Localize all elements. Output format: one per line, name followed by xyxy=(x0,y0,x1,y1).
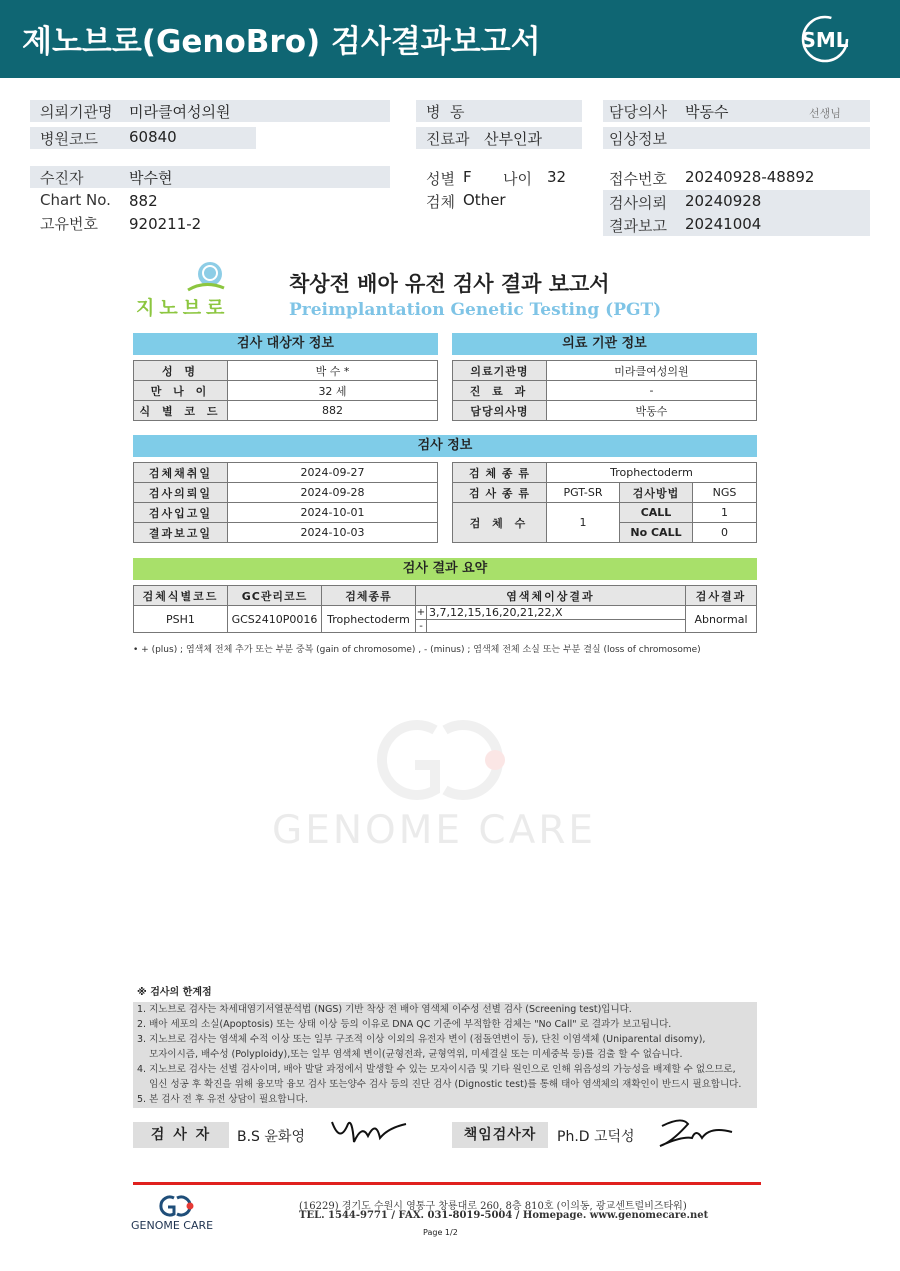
limit-item: 4. 지노브로 검사는 선별 검사이며, 배아 발달 과정에서 발생할 수 있는 모자이시즘 및 기타 원인으로 인해 위음성의 가능성을 배제할 수 없으므로, xyxy=(137,1064,736,1075)
limit-item: 2. 배아 세포의 소실(Apoptosis) 또는 상태 이상 등의 이유로 DNA QC 기준에 부적합한 검체는 "No Call" 로 결과가 보고됩니다. xyxy=(137,1019,672,1030)
table-row xyxy=(134,606,757,620)
limit-item: 5. 본 검사 전 후 유전 상담이 필요합니다. xyxy=(137,1094,308,1105)
footer-contact: TEL. 1544-9771 / FAX. 031-8019-5004 / Homepage. www.genomecare.net xyxy=(299,1210,709,1221)
footer-address: (16229) 경기도 수원시 영통구 창룡대로 260, 8층 810호 (이의동, 광교센트럴비즈타워) xyxy=(299,1201,687,1212)
institution-info-header: 의료 기관 정보 xyxy=(452,333,757,355)
table-value: 미라클여성의원 xyxy=(547,361,757,381)
table-row xyxy=(453,361,757,381)
legend-note: • + (plus) ; 염색체 전체 추가 또는 부분 중복 (gain of chromosome) , - (minus) ; 염색체 전체 소실 또는 부분 결실 (loss of chromosome) xyxy=(133,645,701,655)
report-date-label: 결과보고 xyxy=(609,217,667,235)
limit-item: 모자이시즘, 배수성 (Polyploidy),또는 일부 염색체 변이(균형전좌, 균형역위, 미세결실 또는 미세중복 등)를 검출 할 수 없습니다. xyxy=(137,1049,683,1060)
dept-label: 진료과 xyxy=(426,130,470,148)
subject-info-header: 검사 대상자 정보 xyxy=(133,333,438,355)
summary-sample-type: Trophectoderm xyxy=(322,606,416,633)
table-row xyxy=(134,503,438,523)
chart-no-label: Chart No. xyxy=(40,191,111,209)
examiner-label: 검 사 자 xyxy=(133,1122,229,1148)
table-row xyxy=(453,503,757,523)
chart-no-value: 882 xyxy=(129,192,158,210)
doctor-value: 박동수 xyxy=(685,103,729,121)
table-value: 882 xyxy=(228,401,438,421)
call-value: 1 xyxy=(693,503,757,523)
summary-header: 검사 결과 요약 xyxy=(133,558,757,580)
table-row xyxy=(134,463,438,483)
watermark-text: GENOME CARE xyxy=(272,808,597,853)
age-label: 나이 xyxy=(503,170,532,188)
exam-detail-table xyxy=(452,462,757,543)
table-value: 2024-09-28 xyxy=(228,483,438,503)
table-key: 의료기관명 xyxy=(453,361,547,381)
sex-label: 성별 xyxy=(426,170,455,188)
sample-type-value: Trophectoderm xyxy=(547,463,757,483)
table-key: 검사의뢰일 xyxy=(134,483,228,503)
receipt-no-value: 20240928-48892 xyxy=(685,168,815,186)
page-header xyxy=(0,0,900,78)
table-value: - xyxy=(547,381,757,401)
exam-info-header: 검사 정보 xyxy=(133,435,757,457)
specimen-label: 검체 xyxy=(426,193,455,211)
report-date-value: 20241004 xyxy=(685,215,762,233)
examiner-signature xyxy=(328,1114,410,1152)
table-row xyxy=(453,463,757,483)
unique-no-label: 고유번호 xyxy=(40,215,98,233)
table-key: 진 료 과 xyxy=(453,381,547,401)
sex-value: F xyxy=(463,168,472,186)
nocall-value: 0 xyxy=(693,523,757,543)
genobro-logo-icon xyxy=(180,258,226,294)
page-title: 제노브로(GenoBro) 검사결과보고서 xyxy=(22,24,541,60)
table-row xyxy=(134,586,757,606)
limit-item: 3. 지노브로 검사는 염색체 수적 이상 또는 일부 구조적 이상 이외의 유전자 변이 (점돌연변이 등), 단친 이염색체 (Uniparental disomy), xyxy=(137,1034,706,1045)
table-row xyxy=(453,401,757,421)
examiner-name: B.S 윤화영 xyxy=(237,1129,305,1145)
chief-name: Ph.D 고덕성 xyxy=(557,1129,635,1145)
hospital-code-value: 60840 xyxy=(129,128,177,146)
col-chromosome-result: 염색체이상결과 xyxy=(416,586,686,606)
call-label: CALL xyxy=(620,503,693,523)
sml-logo-text: SML xyxy=(801,28,849,52)
dept-value: 산부인과 xyxy=(484,130,542,148)
table-value: 2024-10-01 xyxy=(228,503,438,523)
table-row xyxy=(134,361,438,381)
table-value: 2024-10-03 xyxy=(228,523,438,543)
limits-title: ※ 검사의 한계점 xyxy=(137,987,212,998)
hospital-code-label: 병원코드 xyxy=(40,130,98,148)
summary-gc-code: GCS2410P0016 xyxy=(228,606,322,633)
col-sample-type: 검체종류 xyxy=(322,586,416,606)
summary-table xyxy=(133,585,757,633)
unique-no-value: 920211-2 xyxy=(129,215,202,233)
sml-logo xyxy=(798,14,852,64)
table-value: 2024-09-27 xyxy=(228,463,438,483)
clinical-label: 임상정보 xyxy=(609,130,667,148)
ward-label: 병 동 xyxy=(426,103,465,121)
report-subtitle: Preimplantation Genetic Testing (PGT) xyxy=(289,300,662,320)
nocall-label: No CALL xyxy=(620,523,693,543)
table-key: 식 별 코 드 xyxy=(134,401,228,421)
test-type-label: 검 사 종 류 xyxy=(453,483,547,503)
watermark-logo-icon xyxy=(365,710,515,810)
specimen-value: Other xyxy=(463,191,506,209)
gain-chromosomes: 3,7,12,15,16,20,21,22,X xyxy=(427,606,686,620)
table-row xyxy=(134,523,438,543)
minus-sign: - xyxy=(416,620,427,633)
table-key: 결과보고일 xyxy=(134,523,228,543)
test-type-value: PGT-SR xyxy=(547,483,620,503)
request-date-label: 검사의뢰 xyxy=(609,194,667,212)
institution-table xyxy=(452,360,757,421)
patient-label: 수진자 xyxy=(40,169,84,187)
age-value: 32 xyxy=(547,168,567,186)
info-bar-patient xyxy=(30,166,390,188)
request-date-value: 20240928 xyxy=(685,192,762,210)
col-sample-id: 검체식별코드 xyxy=(134,586,228,606)
method-value: NGS xyxy=(693,483,757,503)
plus-sign: + xyxy=(416,607,426,618)
footer-logo-text: GENOME CARE xyxy=(131,1219,214,1232)
subject-table xyxy=(133,360,438,421)
table-row xyxy=(134,401,438,421)
page-number: Page 1/2 xyxy=(423,1228,458,1237)
summary-result: Abnormal xyxy=(686,606,757,633)
limit-item: 1. 지노브로 검사는 차세대염기서열분석법 (NGS) 기반 착상 전 배아 염색체 이수성 선별 검사 (Screening test)입니다. xyxy=(137,1004,632,1015)
limits-box xyxy=(133,1002,757,1108)
exam-dates-table xyxy=(133,462,438,543)
receipt-no-label: 접수번호 xyxy=(609,170,667,188)
limit-item: 임신 성공 후 확진을 위해 융모막 융모 검사 또는양수 검사 등의 진단 검사 (Dignostic test)를 통해 태아 염색체의 재확인이 반드시 필요합니다. xyxy=(137,1079,742,1090)
table-row xyxy=(453,381,757,401)
table-value: 박 수 * xyxy=(228,361,438,381)
table-key: 검체채취일 xyxy=(134,463,228,483)
report-title: 착상전 배아 유전 검사 결과 보고서 xyxy=(289,272,610,296)
table-key: 만 나 이 xyxy=(134,381,228,401)
footer-divider xyxy=(133,1182,761,1185)
doctor-suffix: 선생님 xyxy=(809,107,841,120)
summary-sample-id: PSH1 xyxy=(134,606,228,633)
method-label: 검사방법 xyxy=(620,483,693,503)
institution-value: 미라클여성의원 xyxy=(129,103,231,121)
col-result: 검사결과 xyxy=(686,586,757,606)
table-key: 성 명 xyxy=(134,361,228,381)
table-row xyxy=(453,483,757,503)
genobro-logo-text: 지노브로 xyxy=(136,297,230,319)
loss-chromosomes xyxy=(427,620,686,633)
chief-signature xyxy=(652,1114,734,1154)
table-row xyxy=(134,381,438,401)
institution-label: 의뢰기관명 xyxy=(40,103,113,121)
table-value: 32 세 xyxy=(228,381,438,401)
col-gc-code: GC관리코드 xyxy=(228,586,322,606)
doctor-label: 담당의사 xyxy=(609,103,667,121)
sample-type-label: 검 체 종 류 xyxy=(453,463,547,483)
table-key: 검사입고일 xyxy=(134,503,228,523)
table-row xyxy=(134,483,438,503)
count-label: 검 체 수 xyxy=(453,503,547,543)
table-key: 담당의사명 xyxy=(453,401,547,421)
count-value: 1 xyxy=(547,503,620,543)
patient-value: 박수현 xyxy=(129,169,173,187)
chief-label: 책임검사자 xyxy=(452,1122,548,1148)
table-value: 박동수 xyxy=(547,401,757,421)
